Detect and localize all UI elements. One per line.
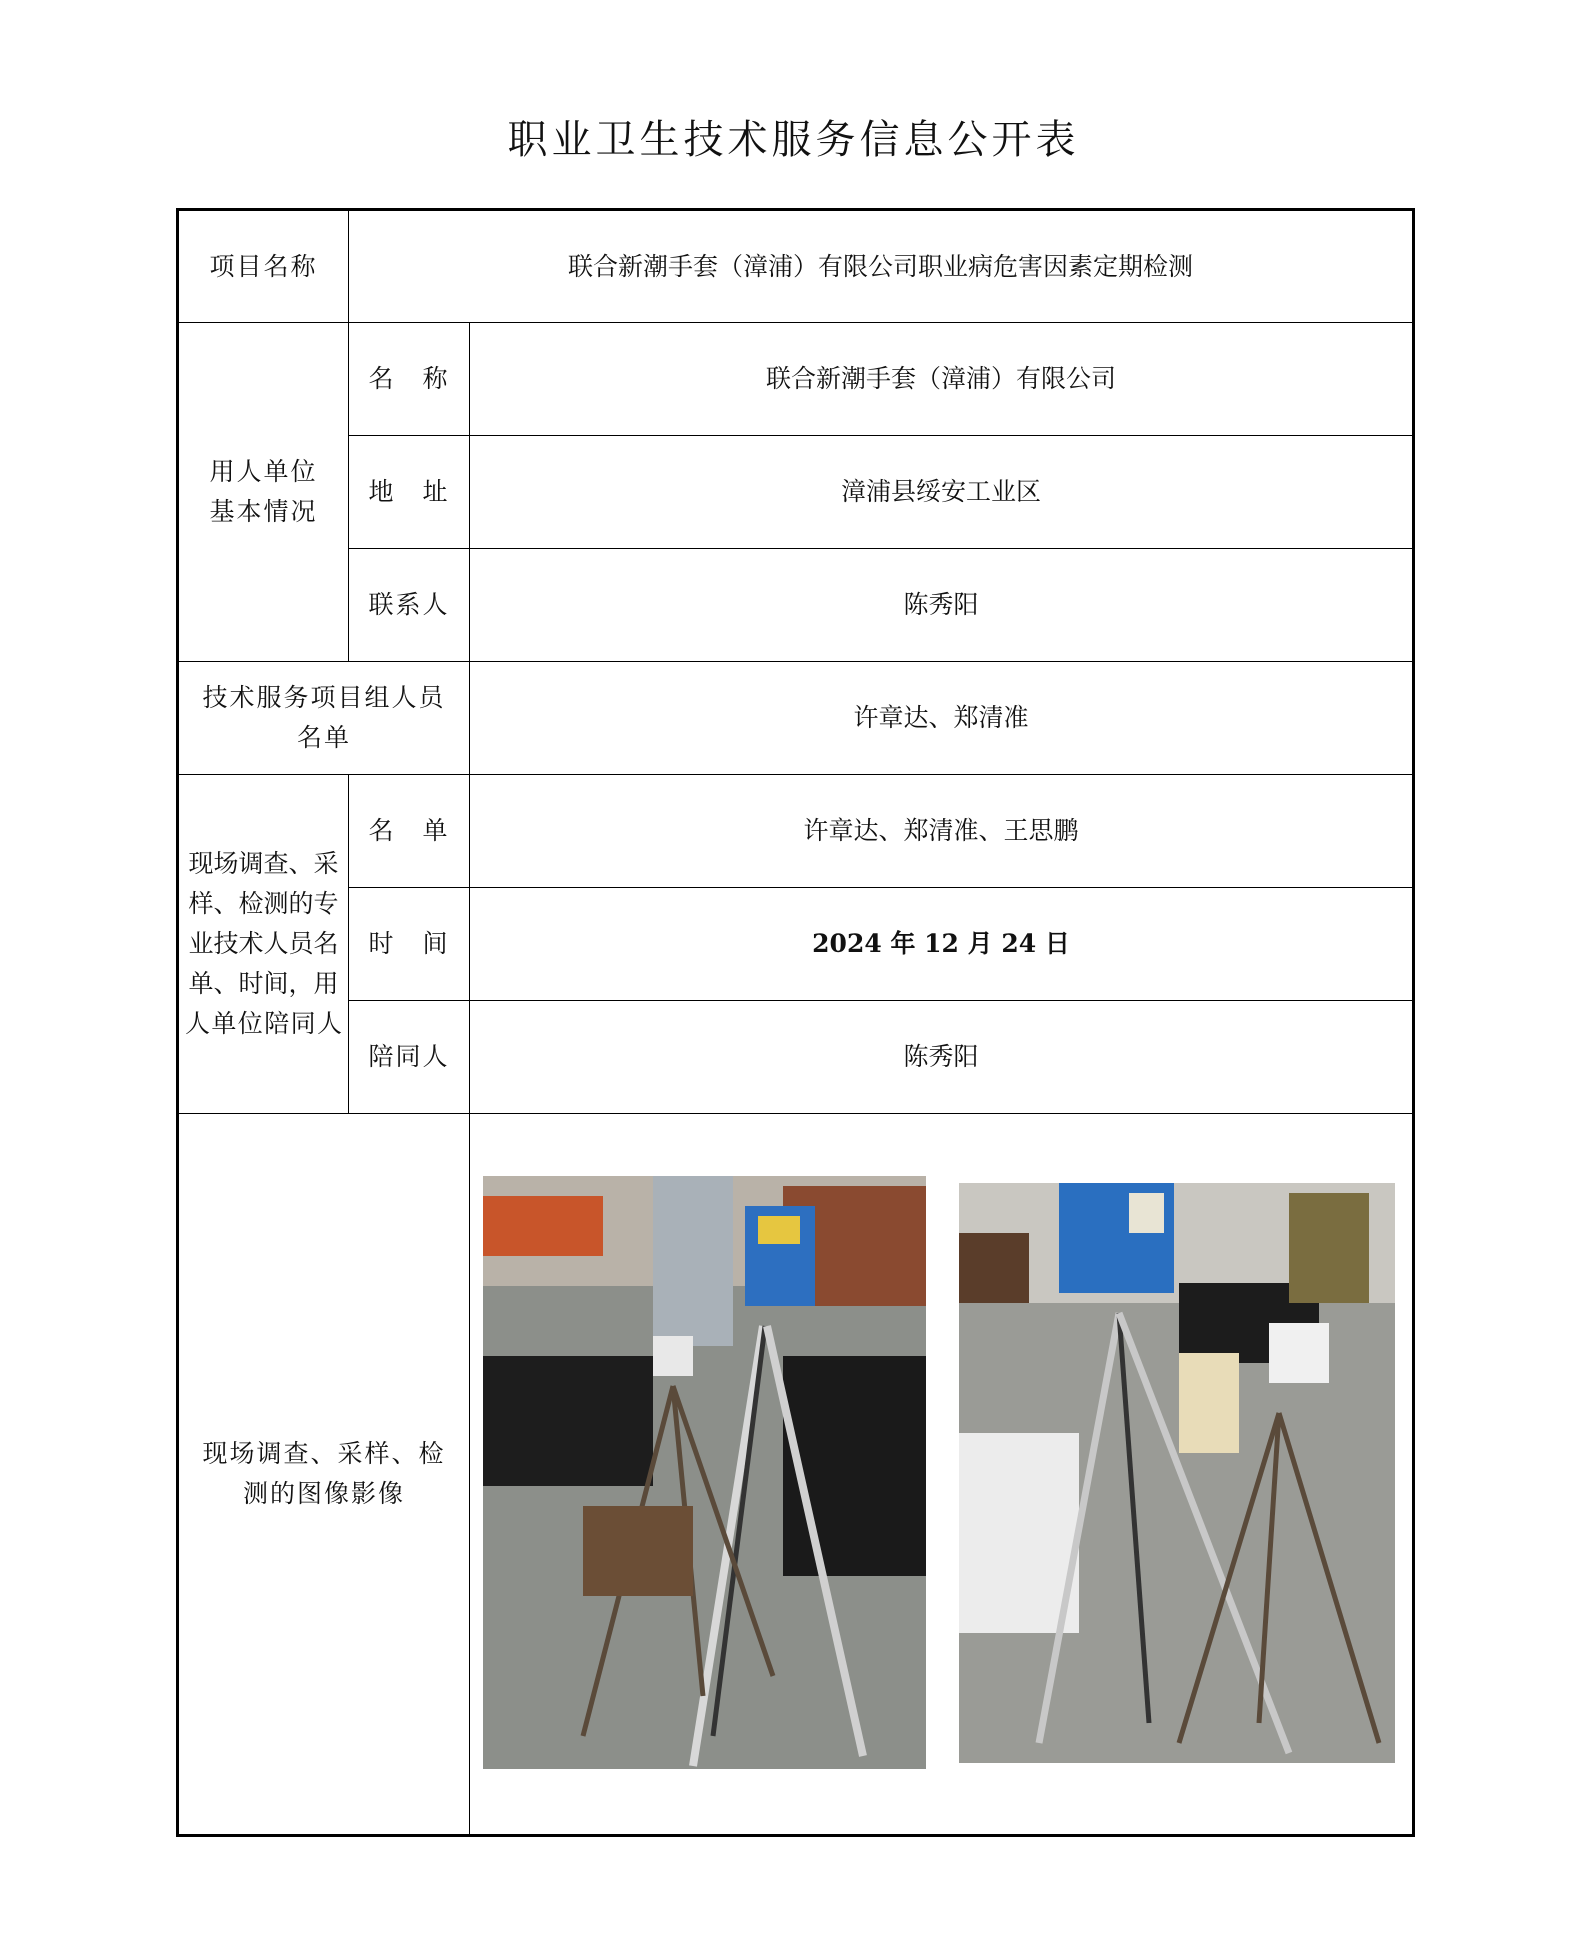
employer-section-label: 用人单位基本情况 bbox=[178, 323, 349, 662]
photo-area bbox=[470, 1114, 1412, 1834]
sewing-photo-illustration bbox=[959, 1183, 1395, 1763]
employer-name-row bbox=[178, 323, 1414, 436]
project-value: 联合新潮手套（漳浦）有限公司职业病危害因素定期检测 bbox=[349, 210, 1414, 323]
team-label: 技术服务项目组人员名单 bbox=[178, 662, 470, 775]
employer-name-label: 名 称 bbox=[349, 323, 470, 436]
survey-escort-label: 陪同人 bbox=[349, 1001, 470, 1114]
employer-contact-value: 陈秀阳 bbox=[470, 549, 1414, 662]
survey-escort-row bbox=[178, 1001, 1414, 1114]
survey-names-label: 名 单 bbox=[349, 775, 470, 888]
survey-time-row bbox=[178, 888, 1414, 1001]
survey-names-value: 许章达、郑清准、王思鹏 bbox=[470, 775, 1414, 888]
info-table bbox=[176, 208, 1415, 1837]
images-label: 现场调查、采样、检测的图像影像 bbox=[178, 1114, 470, 1836]
employer-contact-label: 联系人 bbox=[349, 549, 470, 662]
tripod-sampler-sewing-station-photo bbox=[959, 1183, 1395, 1763]
images-cell bbox=[470, 1114, 1414, 1836]
employer-contact-row bbox=[178, 549, 1414, 662]
project-label: 项目名称 bbox=[178, 210, 349, 323]
employer-address-value: 漳浦县绥安工业区 bbox=[470, 436, 1414, 549]
images-row bbox=[178, 1114, 1414, 1836]
workshop-photo-illustration bbox=[483, 1176, 926, 1769]
survey-names-row bbox=[178, 775, 1414, 888]
survey-time-value: 2024 年 12 月 24 日 bbox=[470, 888, 1414, 1001]
employer-address-row bbox=[178, 436, 1414, 549]
survey-escort-value: 陈秀阳 bbox=[470, 1001, 1414, 1114]
employer-name-value: 联合新潮手套（漳浦）有限公司 bbox=[470, 323, 1414, 436]
team-row bbox=[178, 662, 1414, 775]
survey-section-label: 现场调查、采样、检测的专业技术人员名单、时间，用人单位陪同人 bbox=[178, 775, 349, 1114]
tripod-sampler-workshop-photo bbox=[483, 1176, 926, 1769]
employer-address-label: 地 址 bbox=[349, 436, 470, 549]
team-value: 许章达、郑清准 bbox=[470, 662, 1414, 775]
document-title: 职业卫生技术服务信息公开表 bbox=[507, 117, 1080, 163]
project-row bbox=[178, 210, 1414, 323]
survey-time-label: 时 间 bbox=[349, 888, 470, 1001]
